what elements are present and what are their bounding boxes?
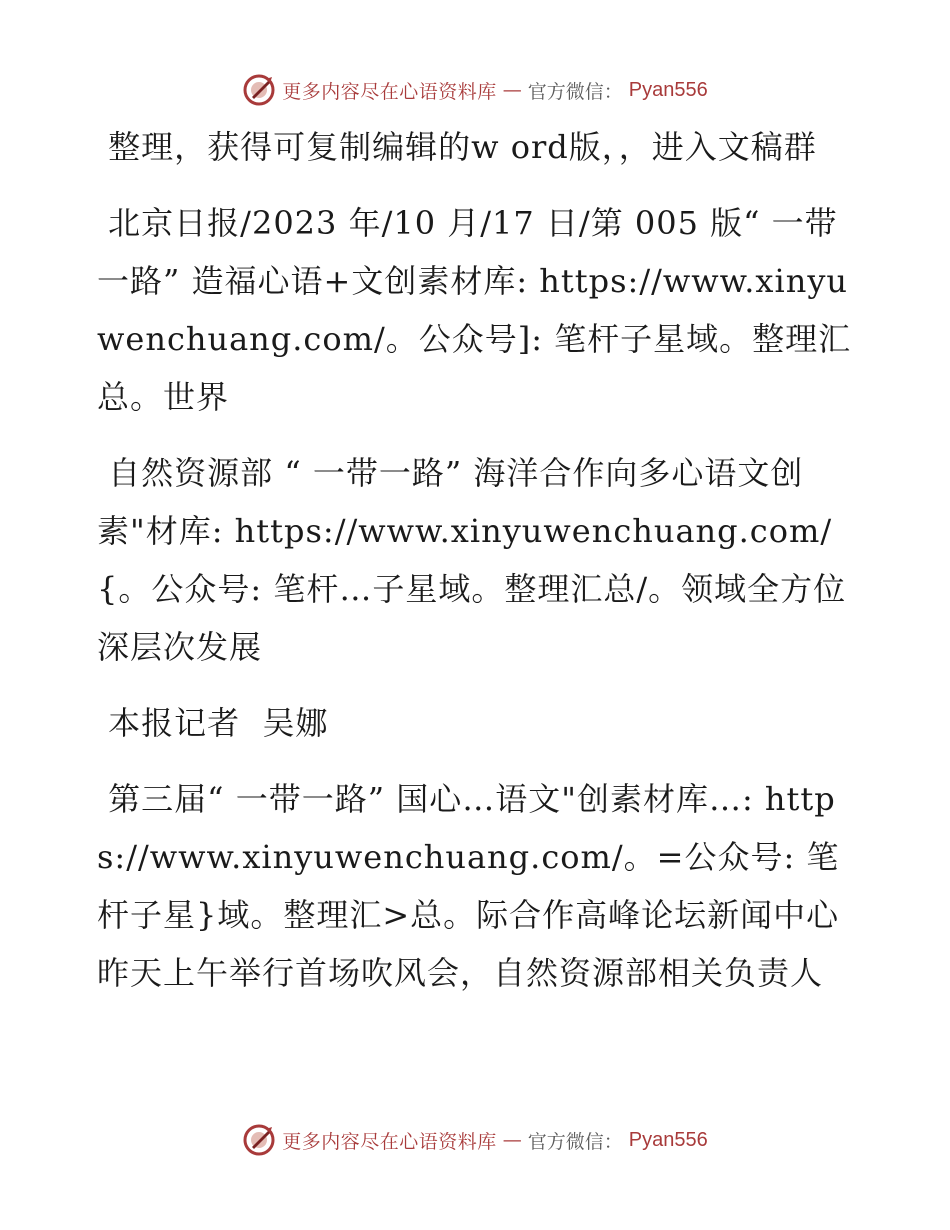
banner-wechat-id: Pyan556 [628, 1128, 708, 1151]
banner-wechat-label: 官方微信： [527, 80, 623, 103]
paragraph-byline: 本报记者 吴娜 [97, 704, 329, 742]
banner-inner [242, 1123, 708, 1157]
header-watermark-banner [0, 70, 950, 110]
paragraph-5: 第三届“ 一带一路” 国心…语文"创素材库…: https://www.xinyuwenchuang.com/。=公众号: 笔杆子星}域。整理汇>总。际合作高峰论坛新闻中心昨天上午举行首场吹风会，自然资源部相关负责人 [97, 780, 840, 992]
quill-seal-icon [242, 73, 276, 107]
paragraph-2: 北京日报/2023 年/10 月/17 日/第 005 版“ 一带一路” 造福心语+文创素材库: https://www.xinyuwenchuang.com/。公众号]: 笔杆子星域。整理汇总。世界 [97, 204, 852, 416]
banner-inner [242, 73, 708, 107]
banner-site-text: 更多内容尽在心语资料库 [282, 80, 497, 103]
banner-wechat-id: Pyan556 [628, 78, 708, 101]
banner-dash: — [502, 1129, 522, 1151]
footer-watermark-banner [0, 1120, 950, 1160]
banner-dash: — [502, 79, 522, 101]
document-body [97, 118, 857, 1020]
banner-site-text: 更多内容尽在心语资料库 [282, 1130, 497, 1153]
quill-seal-icon [242, 1123, 276, 1157]
paragraph-3: 自然资源部 “ 一带一路” 海洋合作向多心语文创素"材库: https://www.xinyuwenchuang.com/{。公众号: 笔杆…子星域。整理汇总/。领域全方位深层次发展 [97, 454, 847, 666]
paragraph-1: 整理，获得可复制编辑的w ord版，，进入文稿群 [97, 128, 817, 166]
banner-wechat-label: 官方微信： [527, 1130, 623, 1153]
